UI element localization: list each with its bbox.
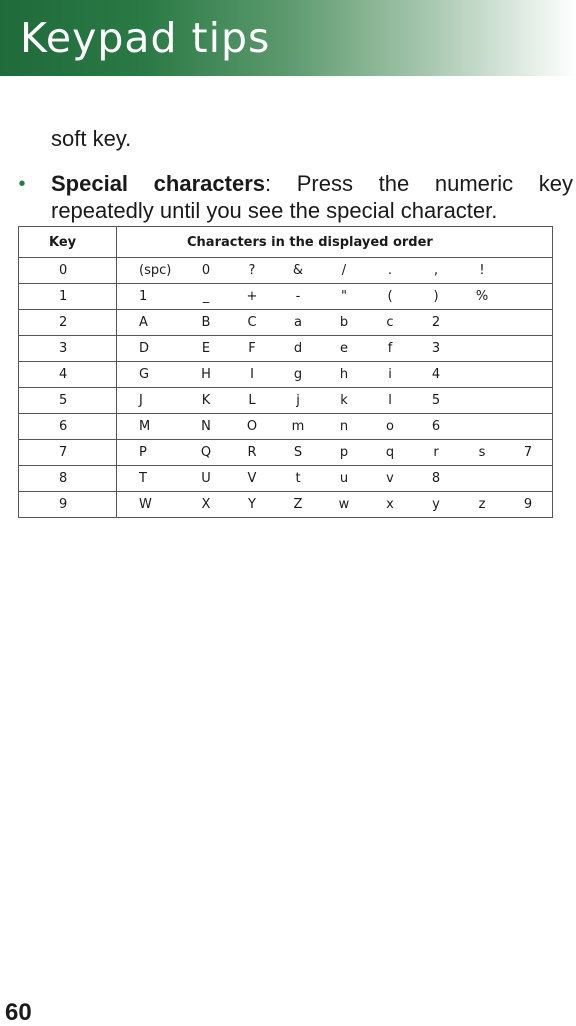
key-cell: 1 [19,284,117,310]
character: % [475,289,489,304]
character: _ [202,289,210,304]
character: t [295,471,301,486]
character: 2 [431,315,441,330]
character: i [388,367,392,382]
character: 7 [523,445,533,460]
characters-cell [117,440,553,466]
table-row [19,492,553,518]
character: J [139,393,143,408]
character: k [340,393,348,408]
character [505,341,551,356]
characters-cell [117,336,553,362]
character: (spc) [139,263,172,278]
character [505,419,551,434]
key-cell: 2 [19,310,117,336]
character: B [201,315,211,330]
key-cell: 6 [19,414,117,440]
character [505,263,551,278]
character: K [201,393,211,408]
key-cell: 3 [19,336,117,362]
character: ! [479,263,485,278]
character: f [387,341,393,356]
character: U [201,471,211,486]
character: b [339,315,349,330]
character: 6 [431,419,441,434]
character: H [201,367,211,382]
character [459,471,505,486]
special-characters-text: : Press the numeric key repeatedly until you see the special character. [51,171,573,223]
character: s [478,445,486,460]
table-row [19,362,553,388]
character: v [386,471,394,486]
character: w [338,497,350,512]
table-row [19,466,553,492]
character: W [139,497,152,512]
character [505,315,551,330]
character: T [139,471,147,486]
key-cell: 7 [19,440,117,466]
character: / [341,263,347,278]
character: u [339,471,349,486]
character: M [139,419,151,434]
bullet-icon: • [18,173,26,195]
character: L [248,393,256,408]
character: 4 [431,367,441,382]
character: 3 [431,341,441,356]
key-characters-table [18,226,553,518]
character [459,419,505,434]
character: G [139,367,150,382]
character: r [433,445,439,460]
character: S [293,445,303,460]
character: 9 [523,497,533,512]
character: 1 [139,289,148,304]
key-column-header: Key [19,227,117,258]
character: Z [293,497,303,512]
characters-cell [117,466,553,492]
character: ( [387,289,393,304]
character: 5 [431,393,441,408]
page-title: Keypad tips [20,14,271,62]
character: y [432,497,440,512]
characters-cell [117,492,553,518]
character: , [433,263,439,278]
table-row [19,388,553,414]
continued-text: soft key. [51,126,132,151]
table-row [19,414,553,440]
characters-cell [117,258,553,284]
character: o [386,419,394,434]
table-row [19,336,553,362]
key-cell: 8 [19,466,117,492]
character: . [387,263,393,278]
character: d [293,341,303,356]
table-row [19,310,553,336]
character: q [385,445,395,460]
character: N [201,419,211,434]
character [505,367,551,382]
character: c [386,315,394,330]
character: h [339,367,349,382]
table-row [19,284,553,310]
character: 0 [201,263,211,278]
character: D [139,341,150,356]
character: z [478,497,486,512]
table-row [19,440,553,466]
character: C [247,315,257,330]
page-number: 60 [5,999,32,1026]
characters-cell [117,414,553,440]
characters-cell [117,388,553,414]
character: ) [433,289,439,304]
character: F [248,341,256,356]
page-header [0,0,576,76]
character [505,289,551,304]
character [459,393,505,408]
character: O [246,419,258,434]
character: p [339,445,349,460]
special-characters-paragraph [51,170,573,224]
character [459,367,505,382]
table-row [19,258,553,284]
characters-cell [117,284,553,310]
special-characters-heading: Special characters [51,171,265,196]
characters-column-header: Characters in the displayed order [117,227,553,258]
character: I [250,367,254,382]
character: j [296,393,300,408]
characters-cell [117,310,553,336]
character [505,471,551,486]
character [459,315,505,330]
character: 8 [431,471,441,486]
character: l [388,393,392,408]
character: & [292,263,304,278]
character: V [247,471,257,486]
character: ? [248,263,256,278]
character: a [294,315,302,330]
key-cell: 5 [19,388,117,414]
key-cell: 0 [19,258,117,284]
character [459,341,505,356]
character: Y [248,497,256,512]
character: g [293,367,303,382]
character: e [340,341,348,356]
table-body [19,258,553,518]
character: " [341,289,347,304]
character: R [247,445,257,460]
character: A [139,315,148,330]
character: X [201,497,211,512]
character: m [291,419,305,434]
characters-cell [117,362,553,388]
key-cell: 4 [19,362,117,388]
character: x [386,497,394,512]
character: - [295,289,301,304]
character [505,393,551,408]
character: P [139,445,147,460]
key-cell: 9 [19,492,117,518]
character: E [201,341,211,356]
character: + [246,289,258,304]
table-header-row [19,227,553,258]
character: n [339,419,349,434]
character: Q [200,445,212,460]
